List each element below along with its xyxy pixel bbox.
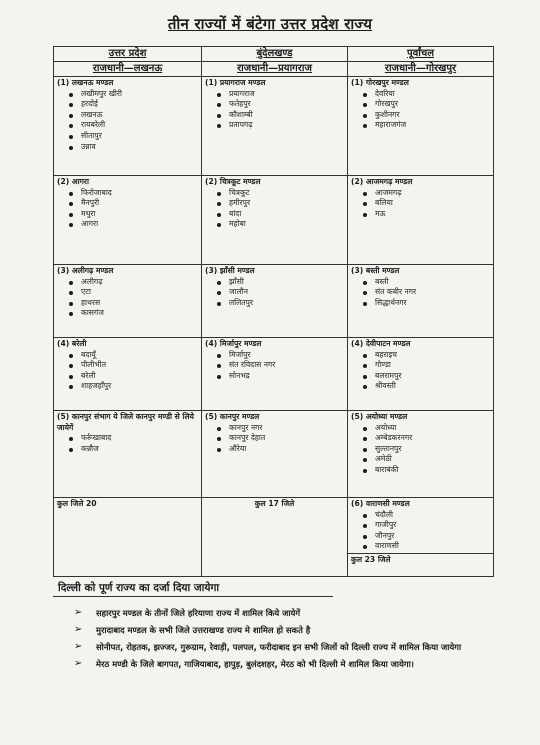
division-row [54, 265, 494, 338]
district-item: शाहजहाँपुर [67, 381, 198, 392]
division-title: (1) गोरखपुर मण्डल [351, 78, 409, 87]
district-item: प्रतापगढ़ [215, 120, 344, 131]
district-item: फतेहपुर [215, 99, 344, 110]
district-item: बलरामपुर [361, 371, 490, 382]
division-cell [54, 411, 202, 498]
district-item: झाँसी [215, 277, 344, 288]
district-item: गाजीपुर [361, 520, 490, 531]
district-item: अम्बेडकरनगर [361, 433, 490, 444]
capital-purvanchal: राजधानी—गोरखपुर [348, 62, 494, 77]
district-list [57, 188, 198, 230]
district-item: वाराणसी [361, 541, 490, 552]
district-item: उन्नाव [67, 142, 198, 153]
division-title: (2) आगरा [57, 177, 89, 186]
district-list [351, 188, 490, 220]
district-item: एटा [67, 287, 198, 298]
note-item: ➢ मुरादाबाद मण्डल के सभी जिले उत्तराखण्ड राज्य मे शामिल हो सकते है [74, 624, 311, 635]
district-item: गोण्डा [361, 360, 490, 371]
division-cell [54, 265, 202, 338]
district-item: औरेया [215, 444, 344, 455]
district-list [205, 423, 344, 455]
district-item: मऊ [361, 209, 490, 220]
district-item: महाराजगंज [361, 120, 490, 131]
capital-uttar-pradesh: राजधानी—लखनऊ [54, 62, 202, 77]
division-title: (5) कानपुर मण्डल [205, 412, 260, 421]
division-cell [54, 338, 202, 411]
district-item: बाराबंकी [361, 465, 490, 476]
district-list [57, 89, 198, 153]
divider [53, 596, 333, 597]
district-list [351, 277, 490, 309]
division-cell [348, 265, 494, 338]
total-cell-up [54, 498, 202, 577]
district-item: हाथरस [67, 298, 198, 309]
note-item: ➢ सोनीपत, रोहतक, झज्जर, गुरूग्राम, रेवाड़ी, पलपल, फरीदाबाद इन सभी जिलों को दिल्ली राज्य में शामिल किया जायेगा [74, 641, 462, 652]
division-cell [54, 77, 202, 176]
district-list [351, 350, 490, 392]
district-list [351, 423, 490, 476]
note-item: ➢ मेरठ मण्डी के जिले बागपत, गाजियाबाद, हापुड़, बुलंदशहर, मेरठ को भी दिल्ली मे शामिल किया जायेगा। [74, 658, 414, 669]
division-cell [348, 77, 494, 176]
header-purvanchal: पूर्वांचल [348, 47, 494, 62]
total-up: कुल जिले 20 [57, 499, 97, 508]
arrow-icon: ➢ [74, 658, 83, 669]
page-title: तीन राज्यों में बंटेगा उत्तर प्रदेश राज्य [167, 15, 373, 33]
district-item: श्रीवस्ती [361, 381, 490, 392]
division-cell [348, 411, 494, 498]
district-list [205, 89, 344, 131]
capital-row [54, 62, 494, 77]
division-cell [202, 77, 348, 176]
district-item: मथुरा [67, 209, 198, 220]
division-cell [202, 176, 348, 265]
header-uttar-pradesh: उत्तर प्रदेश [54, 47, 202, 62]
arrow-icon: ➢ [74, 624, 83, 635]
district-item: अलीगढ़ [67, 277, 198, 288]
division-cell [348, 338, 494, 411]
district-list [205, 350, 344, 382]
division-title: (2) आजमगढ़ मण्डल [351, 177, 413, 186]
arrow-icon: ➢ [74, 641, 83, 652]
district-item: बस्ती [361, 277, 490, 288]
capital-bundelkhand: राजधानी—प्रयागराज [202, 62, 348, 77]
district-item: जालौन [215, 287, 344, 298]
district-item: मिर्जापुर [215, 350, 344, 361]
division-rows [54, 77, 494, 498]
district-item: कानपुर नगर [215, 423, 344, 434]
division-cell [202, 411, 348, 498]
arrow-icon: ➢ [74, 607, 83, 618]
district-item: हरदोई [67, 99, 198, 110]
district-item: सीतापुर [67, 131, 198, 142]
district-item: गोरखपुर [361, 99, 490, 110]
note-item: ➢ सहारपुर मण्डल के तीनों जिले हरियाणा राज्य में शामिल किये जायेगें [74, 607, 301, 618]
total-purvanchal: कुल 23 जिले [351, 554, 391, 564]
district-item: फर्रूखाबाद [67, 433, 198, 444]
district-item: प्रयागराज [215, 89, 344, 100]
district-item: संत कबीर नगर [361, 287, 490, 298]
district-item: अमेठी [361, 454, 490, 465]
division-title: (3) अलीगढ़ मण्डल [57, 266, 114, 275]
district-item: लखीमपुर खीरी [67, 89, 198, 100]
notes-list [74, 606, 484, 674]
division-cell [348, 176, 494, 265]
division-title: (4) बरेली [57, 339, 87, 348]
division-row [54, 77, 494, 176]
division-row [54, 338, 494, 411]
varanasi-division-cell [348, 498, 494, 577]
division-row [54, 176, 494, 265]
district-item: लखनऊ [67, 110, 198, 121]
district-item: कासगंज [67, 308, 198, 319]
district-item: आगरा [67, 219, 198, 230]
district-item: आजमगढ़ [361, 188, 490, 199]
district-item: संत रविदास नगर [215, 360, 344, 371]
district-item: कानपुर देहात [215, 433, 344, 444]
district-item: देवरिया [361, 89, 490, 100]
division-cell [202, 265, 348, 338]
division-title: (1) प्रयागराज मण्डल [205, 78, 266, 87]
district-list [205, 188, 344, 230]
table-header-row [54, 47, 494, 62]
district-item: बहराइच [361, 350, 490, 361]
division-title: (4) देवीपाटन मण्डल [351, 339, 411, 348]
district-item: चित्रकूट [215, 188, 344, 199]
division-title: (1) लखनऊ मण्डल [57, 78, 114, 87]
states-table [53, 46, 494, 577]
delhi-heading: दिल्ली को पूर्ण राज्य का दर्जा दिया जायेगा [58, 582, 220, 594]
district-item: मैनपुरी [67, 198, 198, 209]
district-item: महोबा [215, 219, 344, 230]
district-item: हमीरपुर [215, 198, 344, 209]
district-item: कौशाम्बी [215, 110, 344, 121]
district-item: अयोध्या [361, 423, 490, 434]
division-cell [202, 338, 348, 411]
district-item: सोनभद्र [215, 371, 344, 382]
district-item: बांदा [215, 209, 344, 220]
district-item: सिद्धार्थनगर [361, 298, 490, 309]
district-item: बरेली [67, 371, 198, 382]
district-item: जौनपुर [361, 531, 490, 542]
division-title: (4) मिर्जापुर मण्डल [205, 339, 262, 348]
district-item: पीलीभीत [67, 360, 198, 371]
district-item: कन्नौज [67, 444, 198, 455]
district-item: रायबरेली [67, 120, 198, 131]
district-item: सुल्तानपुर [361, 444, 490, 455]
district-list [205, 277, 344, 309]
district-item: कुशीनगर [361, 110, 490, 121]
division-title: (6) वाराणसी मण्डल [351, 499, 410, 508]
division-title: (3) बस्ती मण्डल [351, 266, 400, 275]
district-list [57, 277, 198, 319]
district-item: ललितपुर [215, 298, 344, 309]
total-bundelkhand: कुल 17 जिले [254, 499, 295, 508]
district-item: बदायूँ [67, 350, 198, 361]
division-title: (5) कानपुर संभाग ये जिले कानपुर मण्डी से लिये जायेगें [57, 412, 194, 432]
district-list [351, 89, 490, 131]
division-title: (3) झाँसी मण्डल [205, 266, 255, 275]
district-item: फिरोजाबाद [67, 188, 198, 199]
division-row [54, 411, 494, 498]
totals-row [54, 498, 494, 577]
division-title: (5) अयोध्या मण्डल [351, 412, 408, 421]
division-cell [54, 176, 202, 265]
division-title: (2) चित्रकूट मण्डल [205, 177, 261, 186]
district-item: बलिया [361, 198, 490, 209]
header-bundelkhand: बुंदेलखण्ड [202, 47, 348, 62]
total-cell-bundelkhand [202, 498, 348, 577]
district-list [57, 350, 198, 392]
district-item: चंदौली [361, 510, 490, 521]
district-list [351, 510, 490, 552]
district-list [57, 433, 198, 454]
